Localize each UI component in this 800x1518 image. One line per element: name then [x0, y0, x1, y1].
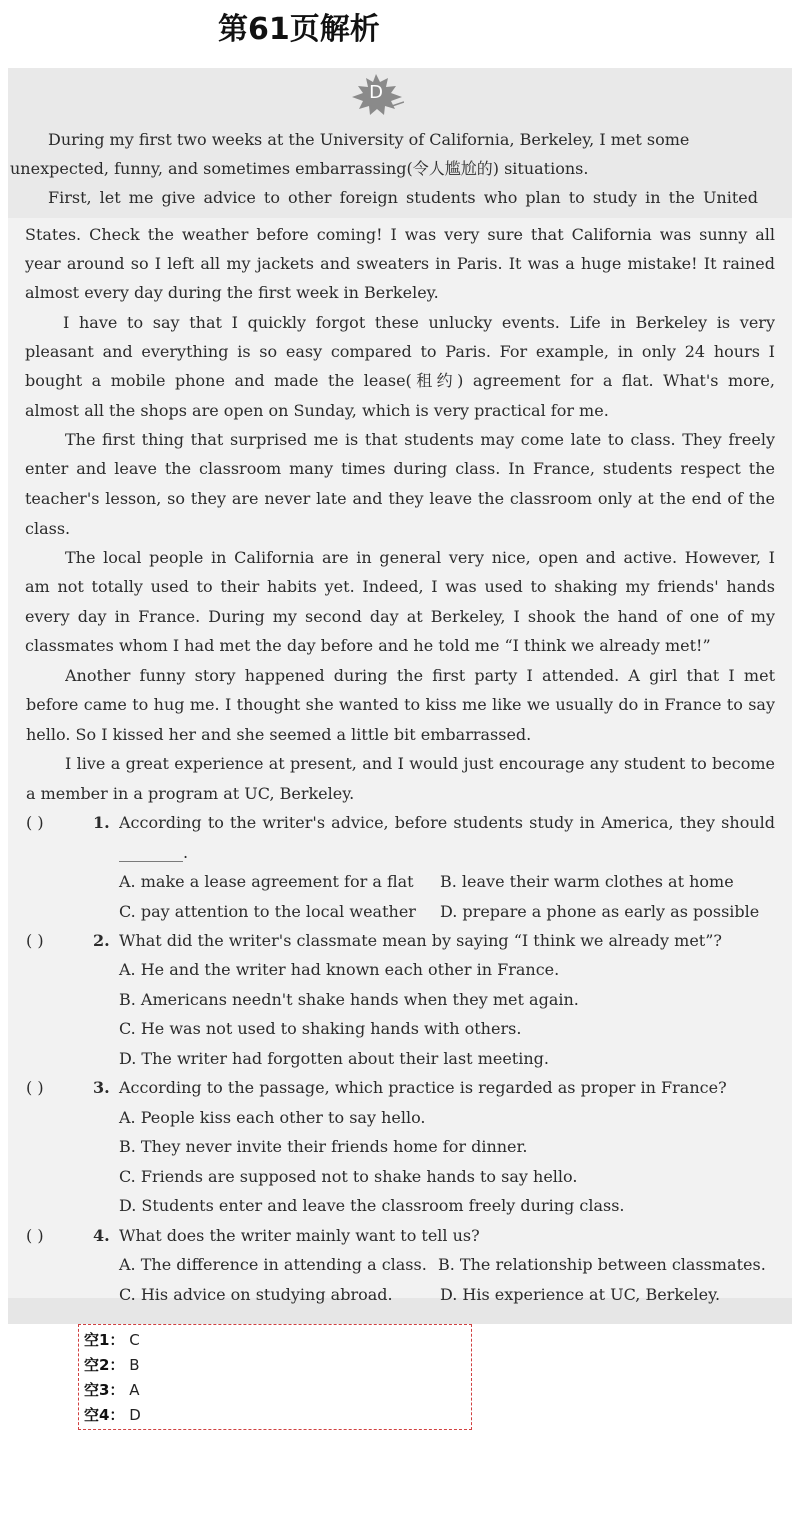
section-letter: D: [369, 82, 383, 103]
question-stem: According to the writer's advice, before students study in America, they should: [119, 813, 775, 832]
option: B. The relationship between classmates.: [438, 1255, 766, 1274]
passage-line: class.: [25, 519, 71, 538]
passage-line: First, let me give advice to other foreign students who plan to study in the United: [48, 188, 758, 207]
passage-line: am not totally used to their habits yet. Indeed, I was used to shaking my friends' hands: [25, 577, 775, 596]
passage-line: pleasant and everything is so easy compared to Paris. For example, in only 24 hours I: [25, 342, 775, 361]
question-number: 2.: [93, 931, 110, 950]
answer-value: C: [129, 1331, 140, 1349]
passage-line: teacher's lesson, so they are never late and they leave the classroom only at the end of the: [25, 489, 775, 508]
question-number: 3.: [93, 1078, 110, 1097]
answer-paren: ( ): [26, 931, 44, 950]
passage-line: bought a mobile phone and made the lease(租约) agreement for a flat. What's more,: [25, 371, 775, 390]
passage-line: before came to hug me. I thought she wanted to kiss me like we usually do in France to say: [26, 695, 775, 714]
option: B. Americans needn't shake hands when they met again.: [119, 990, 579, 1009]
passage-line: classmates whom I had met the day before and he told me “I think we already met!”: [25, 636, 711, 655]
page-title: 第61页解析: [218, 12, 380, 47]
question-stem: What did the writer's classmate mean by saying “I think we already met”?: [119, 931, 722, 950]
passage-line: I live a great experience at present, and I would just encourage any student to become: [65, 754, 775, 773]
passage-line: The local people in California are in general very nice, open and active. However, I: [65, 548, 775, 567]
option: A. make a lease agreement for a flat: [119, 872, 414, 891]
answer-value: D: [129, 1406, 141, 1424]
passage-line: every day in France. During my second day at Berkeley, I shook the hand of one of my: [25, 607, 775, 626]
passage-line: During my first two weeks at the University of California, Berkeley, I met some: [48, 130, 690, 149]
passage-line: Another funny story happened during the first party I attended. A girl that I met: [65, 666, 775, 685]
passage-line: The first thing that surprised me is that students may come late to class. They freely: [65, 430, 775, 449]
option: D. Students enter and leave the classroom freely during class.: [119, 1196, 625, 1215]
passage-line: hello. So I kissed her and she seemed a little bit embarrassed.: [26, 725, 532, 744]
answer-value: A: [129, 1381, 140, 1399]
answer-label: 空1：: [84, 1331, 125, 1349]
passage-line: States. Check the weather before coming! I was very sure that California was sunny all: [25, 225, 775, 244]
passage-line: a member in a program at UC, Berkeley.: [26, 784, 355, 803]
option: A. People kiss each other to say hello.: [119, 1108, 426, 1127]
question-stem: What does the writer mainly want to tell us?: [119, 1226, 480, 1245]
answer-label: 空3：: [84, 1381, 125, 1399]
option: A. The difference in attending a class.: [119, 1255, 427, 1274]
option: D. prepare a phone as early as possible: [440, 902, 760, 921]
answer-row: [84, 1355, 140, 1375]
option: B. leave their warm clothes at home: [440, 872, 734, 891]
answer-box: [78, 1324, 472, 1430]
answer-value: B: [129, 1356, 140, 1374]
passage-line: year around so I left all my jackets and sweaters in Paris. It was a huge mistake! It rained: [25, 254, 775, 273]
answer-row: [84, 1380, 139, 1400]
option: D. The writer had forgotten about their last meeting.: [119, 1049, 549, 1068]
answer-label: 空2：: [84, 1356, 125, 1374]
passage-line: almost all the shops are open on Sunday, which is very practical for me.: [25, 401, 609, 420]
passage-line: enter and leave the classroom many times during class. In France, students respect the: [25, 459, 775, 478]
option: C. His advice on studying abroad.: [119, 1285, 393, 1304]
scanned-exercise-page: [8, 68, 792, 1324]
option: B. They never invite their friends home for dinner.: [119, 1137, 528, 1156]
option: C. pay attention to the local weather: [119, 902, 416, 921]
answer-paren: ( ): [26, 813, 44, 832]
question-number: 1.: [93, 813, 110, 832]
option: C. Friends are supposed not to shake hands to say hello.: [119, 1167, 578, 1186]
answer-row: [84, 1405, 141, 1425]
passage-line: unexpected, funny, and sometimes embarrassing(令人尴尬的) situations.: [10, 159, 589, 178]
answer-paren: ( ): [26, 1078, 44, 1097]
option: D. His experience at UC, Berkeley.: [440, 1285, 721, 1304]
answer-label: 空4：: [84, 1406, 125, 1424]
option: C. He was not used to shaking hands with others.: [119, 1019, 522, 1038]
option: A. He and the writer had known each other in France.: [119, 960, 560, 979]
question-number: 4.: [93, 1226, 110, 1245]
question-stem: According to the passage, which practice is regarded as proper in France?: [119, 1078, 727, 1097]
passage-line: I have to say that I quickly forgot these unlucky events. Life in Berkeley is very: [63, 313, 775, 332]
passage-line: almost every day during the first week in Berkeley.: [25, 283, 439, 302]
answer-row: [84, 1330, 140, 1350]
question-blank: ________.: [119, 843, 189, 862]
answer-paren: ( ): [26, 1226, 44, 1245]
